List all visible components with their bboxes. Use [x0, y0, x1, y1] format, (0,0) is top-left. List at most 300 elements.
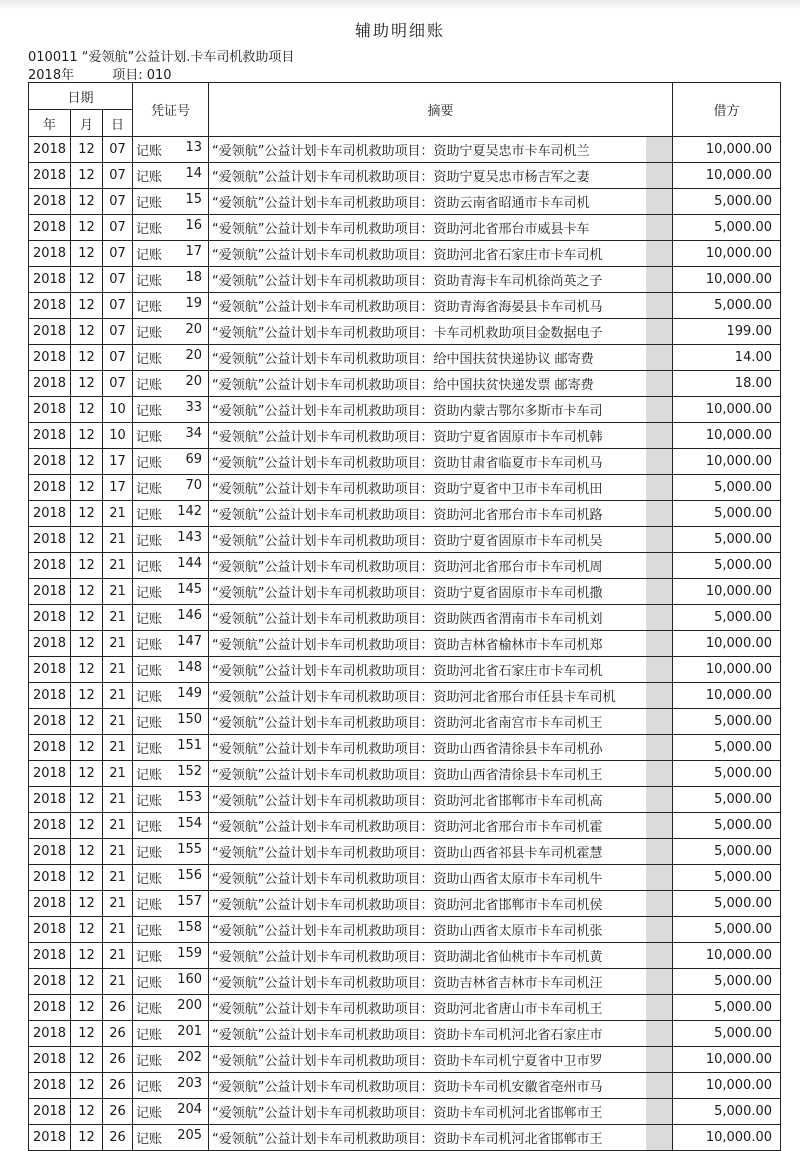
redaction-blur — [646, 1073, 672, 1098]
ledger-body — [29, 137, 781, 1151]
cell-year: 2018 — [29, 423, 71, 449]
redaction-blur — [646, 813, 672, 838]
voucher-type: 记账 — [136, 404, 163, 419]
table-row — [29, 1099, 781, 1125]
voucher-type: 记账 — [136, 638, 163, 653]
cell-debit: 5,000.00 — [673, 969, 781, 995]
summary-text: “爱领航”公益计划卡车司机救助项目：资助宁夏省中卫市卡车司机田 — [212, 482, 603, 497]
cell-summary — [209, 995, 673, 1021]
table-row — [29, 371, 781, 397]
cell-summary — [209, 345, 673, 371]
cell-day: 10 — [103, 397, 133, 423]
cell-summary — [209, 891, 673, 917]
voucher-number: 205 — [177, 1128, 203, 1143]
voucher-number: 204 — [177, 1102, 203, 1117]
cell-month: 12 — [71, 423, 103, 449]
voucher-number: 20 — [185, 348, 203, 363]
cell-month: 12 — [71, 605, 103, 631]
table-row — [29, 631, 781, 657]
cell-debit: 5,000.00 — [673, 293, 781, 319]
table-row — [29, 137, 781, 163]
cell-month: 12 — [71, 891, 103, 917]
voucher-number: 17 — [185, 244, 203, 259]
cell-day: 17 — [103, 475, 133, 501]
cell-month: 12 — [71, 839, 103, 865]
voucher-number: 33 — [185, 400, 203, 415]
voucher-type: 记账 — [136, 1002, 163, 1017]
voucher-type: 记账 — [136, 664, 163, 679]
cell-summary — [209, 501, 673, 527]
voucher-number: 153 — [177, 790, 203, 805]
cell-day: 07 — [103, 189, 133, 215]
voucher-number: 19 — [185, 296, 203, 311]
cell-day: 07 — [103, 293, 133, 319]
period-project-line — [28, 64, 172, 83]
cell-summary — [209, 943, 673, 969]
voucher-type: 记账 — [136, 612, 163, 627]
cell-month: 12 — [71, 813, 103, 839]
redaction-blur — [646, 891, 672, 916]
cell-summary — [209, 293, 673, 319]
voucher-number: 147 — [177, 634, 203, 649]
cell-year: 2018 — [29, 371, 71, 397]
cell-month: 12 — [71, 215, 103, 241]
project-value: 010 — [146, 68, 172, 83]
cell-voucher — [133, 683, 209, 709]
cell-debit: 5,000.00 — [673, 527, 781, 553]
voucher-type: 记账 — [136, 716, 163, 731]
cell-year: 2018 — [29, 319, 71, 345]
cell-month: 12 — [71, 267, 103, 293]
voucher-number: 145 — [177, 582, 203, 597]
cell-month: 12 — [71, 1099, 103, 1125]
table-row — [29, 423, 781, 449]
cell-summary — [209, 553, 673, 579]
cell-voucher — [133, 813, 209, 839]
cell-year: 2018 — [29, 631, 71, 657]
cell-debit: 5,000.00 — [673, 839, 781, 865]
voucher-number: 160 — [177, 972, 203, 987]
cell-month: 12 — [71, 475, 103, 501]
summary-text: “爱领航”公益计划卡车司机救助项目：资助卡车司机安徽省亳州市马 — [212, 1080, 603, 1095]
cell-month: 12 — [71, 943, 103, 969]
cell-day: 26 — [103, 995, 133, 1021]
day-header: 日 — [103, 110, 133, 137]
cell-year: 2018 — [29, 917, 71, 943]
redaction-blur — [646, 163, 672, 188]
cell-summary — [209, 657, 673, 683]
cell-summary — [209, 865, 673, 891]
cell-month: 12 — [71, 865, 103, 891]
cell-year: 2018 — [29, 605, 71, 631]
cell-day: 21 — [103, 683, 133, 709]
cell-voucher — [133, 319, 209, 345]
cell-year: 2018 — [29, 449, 71, 475]
table-row — [29, 579, 781, 605]
redaction-blur — [646, 683, 672, 708]
table-row — [29, 813, 781, 839]
cell-voucher — [133, 189, 209, 215]
summary-text: “爱领航”公益计划卡车司机救助项目：资助河北省南宫市卡车司机王 — [212, 716, 603, 731]
cell-day: 07 — [103, 137, 133, 163]
voucher-number: 156 — [177, 868, 203, 883]
cell-year: 2018 — [29, 1021, 71, 1047]
cell-debit: 5,000.00 — [673, 501, 781, 527]
cell-debit: 14.00 — [673, 345, 781, 371]
cell-debit: 5,000.00 — [673, 1099, 781, 1125]
cell-debit: 10,000.00 — [673, 267, 781, 293]
cell-summary — [209, 917, 673, 943]
cell-debit: 5,000.00 — [673, 605, 781, 631]
summary-text: “爱领航”公益计划卡车司机救助项目：资助河北省石家庄市卡车司机 — [212, 664, 603, 679]
cell-month: 12 — [71, 787, 103, 813]
voucher-type: 记账 — [136, 586, 163, 601]
voucher-type: 记账 — [136, 196, 163, 211]
voucher-number: 157 — [177, 894, 203, 909]
cell-month: 12 — [71, 241, 103, 267]
summary-header: 摘要 — [209, 83, 673, 137]
cell-voucher — [133, 345, 209, 371]
voucher-type: 记账 — [136, 950, 163, 965]
voucher-type: 记账 — [136, 794, 163, 809]
cell-debit: 10,000.00 — [673, 1073, 781, 1099]
cell-summary — [209, 215, 673, 241]
voucher-type: 记账 — [136, 170, 163, 185]
summary-text: “爱领航”公益计划卡车司机救助项目：资助宁夏吴忠市杨吉军之妻 — [212, 170, 590, 185]
redaction-blur — [646, 371, 672, 396]
summary-text: “爱领航”公益计划卡车司机救助项目：资助甘肃省临夏市卡车司机马 — [212, 456, 603, 471]
cell-month: 12 — [71, 319, 103, 345]
cell-year: 2018 — [29, 475, 71, 501]
cell-month: 12 — [71, 527, 103, 553]
cell-day: 07 — [103, 319, 133, 345]
cell-month: 12 — [71, 1047, 103, 1073]
cell-month: 12 — [71, 735, 103, 761]
cell-year: 2018 — [29, 345, 71, 371]
cell-debit: 5,000.00 — [673, 917, 781, 943]
table-row — [29, 761, 781, 787]
cell-month: 12 — [71, 1073, 103, 1099]
cell-day: 21 — [103, 917, 133, 943]
summary-text: “爱领航”公益计划卡车司机救助项目：资助卡车司机河北省邯郸市王 — [212, 1132, 603, 1147]
cell-voucher — [133, 527, 209, 553]
table-row — [29, 1021, 781, 1047]
table-row — [29, 1047, 781, 1073]
cell-voucher — [133, 761, 209, 787]
cell-month: 12 — [71, 631, 103, 657]
redaction-blur — [646, 215, 672, 240]
cell-summary — [209, 397, 673, 423]
table-row — [29, 553, 781, 579]
redaction-blur — [646, 631, 672, 656]
cell-summary — [209, 735, 673, 761]
cell-voucher — [133, 1099, 209, 1125]
cell-voucher — [133, 293, 209, 319]
cell-year: 2018 — [29, 787, 71, 813]
redaction-blur — [646, 657, 672, 682]
table-row — [29, 1073, 781, 1099]
cell-debit: 10,000.00 — [673, 137, 781, 163]
voucher-number: 154 — [177, 816, 203, 831]
cell-year: 2018 — [29, 397, 71, 423]
voucher-number: 202 — [177, 1050, 203, 1065]
redaction-blur — [646, 1021, 672, 1046]
redaction-blur — [646, 553, 672, 578]
cell-voucher — [133, 605, 209, 631]
summary-text: “爱领航”公益计划卡车司机救助项目：资助青海省海晏县卡车司机马 — [212, 300, 603, 315]
voucher-type: 记账 — [136, 300, 163, 315]
cell-summary — [209, 1099, 673, 1125]
account-line: 010011 “爱领航”公益计划.卡车司机救助项目 — [28, 50, 295, 65]
cell-debit: 10,000.00 — [673, 943, 781, 969]
cell-year: 2018 — [29, 527, 71, 553]
cell-year: 2018 — [29, 1125, 71, 1151]
voucher-type: 记账 — [136, 430, 163, 445]
voucher-number: 18 — [185, 270, 203, 285]
cell-day: 07 — [103, 345, 133, 371]
redaction-blur — [646, 267, 672, 292]
scan-top-edge — [0, 0, 800, 10]
voucher-number: 142 — [177, 504, 203, 519]
cell-debit: 199.00 — [673, 319, 781, 345]
voucher-type: 记账 — [136, 1028, 163, 1043]
cell-day: 21 — [103, 943, 133, 969]
cell-day: 21 — [103, 501, 133, 527]
cell-summary — [209, 371, 673, 397]
cell-debit: 5,000.00 — [673, 761, 781, 787]
cell-voucher — [133, 449, 209, 475]
voucher-type: 记账 — [136, 560, 163, 575]
cell-debit: 5,000.00 — [673, 891, 781, 917]
cell-year: 2018 — [29, 865, 71, 891]
table-row — [29, 995, 781, 1021]
redaction-blur — [646, 865, 672, 890]
voucher-type: 记账 — [136, 898, 163, 913]
voucher-type: 记账 — [136, 820, 163, 835]
cell-debit: 5,000.00 — [673, 1021, 781, 1047]
redaction-blur — [646, 1099, 672, 1124]
redaction-blur — [646, 735, 672, 760]
redaction-blur — [646, 189, 672, 214]
cell-voucher — [133, 995, 209, 1021]
cell-summary — [209, 839, 673, 865]
table-row — [29, 449, 781, 475]
voucher-type: 记账 — [136, 690, 163, 705]
cell-summary — [209, 761, 673, 787]
cell-debit: 5,000.00 — [673, 553, 781, 579]
cell-summary — [209, 267, 673, 293]
summary-text: “爱领航”公益计划卡车司机救助项目：资助云南省昭通市卡车司机 — [212, 196, 590, 211]
cell-voucher — [133, 839, 209, 865]
cell-debit: 10,000.00 — [673, 241, 781, 267]
cell-summary — [209, 475, 673, 501]
summary-text: “爱领航”公益计划卡车司机救助项目：资助河北省邢台市任县卡车司机 — [212, 690, 616, 705]
cell-year: 2018 — [29, 241, 71, 267]
cell-summary — [209, 527, 673, 553]
voucher-type: 记账 — [136, 924, 163, 939]
cell-debit: 10,000.00 — [673, 449, 781, 475]
redaction-blur — [646, 423, 672, 448]
voucher-type: 记账 — [136, 456, 163, 471]
summary-text: “爱领航”公益计划卡车司机救助项目：资助河北省邯郸市卡车司机侯 — [212, 898, 603, 913]
cell-day: 21 — [103, 553, 133, 579]
cell-summary — [209, 813, 673, 839]
cell-summary — [209, 969, 673, 995]
cell-debit: 10,000.00 — [673, 423, 781, 449]
cell-year: 2018 — [29, 943, 71, 969]
cell-day: 21 — [103, 605, 133, 631]
cell-voucher — [133, 631, 209, 657]
voucher-type: 记账 — [136, 1080, 163, 1095]
redaction-blur — [646, 761, 672, 786]
voucher-type: 记账 — [136, 872, 163, 887]
cell-summary — [209, 787, 673, 813]
voucher-type: 记账 — [136, 274, 163, 289]
voucher-number: 14 — [185, 166, 203, 181]
cell-day: 17 — [103, 449, 133, 475]
voucher-type: 记账 — [136, 1132, 163, 1147]
voucher-type: 记账 — [136, 508, 163, 523]
summary-text: “爱领航”公益计划卡车司机救助项目：资助内蒙古鄂尔多斯市卡车司 — [212, 404, 603, 419]
voucher-header: 凭证号 — [133, 83, 209, 137]
cell-day: 21 — [103, 865, 133, 891]
cell-voucher — [133, 241, 209, 267]
table-row — [29, 189, 781, 215]
cell-day: 07 — [103, 241, 133, 267]
summary-text: “爱领航”公益计划卡车司机救助项目：资助山西省太原市卡车司机牛 — [212, 872, 603, 887]
cell-day: 21 — [103, 735, 133, 761]
cell-debit: 5,000.00 — [673, 735, 781, 761]
cell-voucher — [133, 163, 209, 189]
cell-day: 21 — [103, 709, 133, 735]
cell-month: 12 — [71, 397, 103, 423]
cell-month: 12 — [71, 1021, 103, 1047]
summary-text: “爱领航”公益计划卡车司机救助项目：资助吉林省吉林市卡车司机汪 — [212, 976, 603, 991]
voucher-type: 记账 — [136, 1106, 163, 1121]
cell-summary — [209, 423, 673, 449]
summary-text: “爱领航”公益计划卡车司机救助项目：资助吉林省榆林市卡车司机郑 — [212, 638, 603, 653]
cell-day: 21 — [103, 891, 133, 917]
redaction-blur — [646, 969, 672, 994]
cell-month: 12 — [71, 995, 103, 1021]
page-title: 辅助明细账 — [354, 21, 445, 40]
cell-summary — [209, 631, 673, 657]
year-header: 年 — [29, 110, 71, 137]
summary-text: “爱领航”公益计划卡车司机救助项目：资助河北省邢台市卡车司机周 — [212, 560, 603, 575]
cell-year: 2018 — [29, 995, 71, 1021]
cell-month: 12 — [71, 657, 103, 683]
table-row — [29, 943, 781, 969]
table-row — [29, 657, 781, 683]
cell-year: 2018 — [29, 163, 71, 189]
summary-text: “爱领航”公益计划卡车司机救助项目：资助河北省石家庄市卡车司机 — [212, 248, 603, 263]
summary-text: “爱领航”公益计划卡车司机救助项目：资助河北省邢台市卡车司机霍 — [212, 820, 603, 835]
cell-day: 21 — [103, 813, 133, 839]
redaction-blur — [646, 787, 672, 812]
voucher-type: 记账 — [136, 222, 163, 237]
cell-debit: 10,000.00 — [673, 657, 781, 683]
summary-text: “爱领航”公益计划卡车司机救助项目：资助卡车司机河北省石家庄市 — [212, 1028, 603, 1043]
voucher-number: 149 — [177, 686, 203, 701]
cell-debit: 10,000.00 — [673, 631, 781, 657]
voucher-type: 记账 — [136, 352, 163, 367]
cell-debit: 5,000.00 — [673, 995, 781, 1021]
cell-day: 26 — [103, 1047, 133, 1073]
cell-month: 12 — [71, 449, 103, 475]
table-row — [29, 839, 781, 865]
voucher-number: 15 — [185, 192, 203, 207]
summary-text: “爱领航”公益计划卡车司机救助项目：资助宁夏省固原市卡车司机撒 — [212, 586, 603, 601]
cell-summary — [209, 709, 673, 735]
cell-year: 2018 — [29, 189, 71, 215]
summary-text: “爱领航”公益计划卡车司机救助项目：资助河北省唐山市卡车司机王 — [212, 1002, 603, 1017]
redaction-blur — [646, 917, 672, 942]
table-row — [29, 319, 781, 345]
voucher-type: 记账 — [136, 248, 163, 263]
month-header: 月 — [71, 110, 103, 137]
voucher-type: 记账 — [136, 482, 163, 497]
cell-year: 2018 — [29, 891, 71, 917]
cell-year: 2018 — [29, 267, 71, 293]
cell-month: 12 — [71, 345, 103, 371]
cell-year: 2018 — [29, 657, 71, 683]
cell-year: 2018 — [29, 1047, 71, 1073]
table-row — [29, 735, 781, 761]
voucher-number: 152 — [177, 764, 203, 779]
voucher-number: 155 — [177, 842, 203, 857]
voucher-number: 13 — [185, 140, 203, 155]
cell-voucher — [133, 1047, 209, 1073]
redaction-blur — [646, 995, 672, 1020]
cell-month: 12 — [71, 371, 103, 397]
voucher-number: 20 — [185, 374, 203, 389]
cell-debit: 10,000.00 — [673, 683, 781, 709]
redaction-blur — [646, 137, 672, 162]
cell-month: 12 — [71, 293, 103, 319]
voucher-number: 159 — [177, 946, 203, 961]
cell-day: 21 — [103, 579, 133, 605]
redaction-blur — [646, 397, 672, 422]
cell-year: 2018 — [29, 839, 71, 865]
voucher-number: 16 — [185, 218, 203, 233]
cell-voucher — [133, 423, 209, 449]
cell-day: 21 — [103, 657, 133, 683]
cell-voucher — [133, 891, 209, 917]
cell-day: 21 — [103, 787, 133, 813]
cell-year: 2018 — [29, 683, 71, 709]
cell-voucher — [133, 1021, 209, 1047]
cell-voucher — [133, 371, 209, 397]
cell-summary — [209, 137, 673, 163]
cell-day: 26 — [103, 1125, 133, 1151]
voucher-number: 34 — [185, 426, 203, 441]
redaction-blur — [646, 1047, 672, 1072]
cell-day: 26 — [103, 1073, 133, 1099]
table-row — [29, 683, 781, 709]
cell-month: 12 — [71, 917, 103, 943]
voucher-number: 143 — [177, 530, 203, 545]
cell-debit: 10,000.00 — [673, 579, 781, 605]
table-row — [29, 891, 781, 917]
redaction-blur — [646, 709, 672, 734]
cell-voucher — [133, 657, 209, 683]
voucher-type: 记账 — [136, 846, 163, 861]
redaction-blur — [646, 241, 672, 266]
voucher-type: 记账 — [136, 378, 163, 393]
cell-year: 2018 — [29, 137, 71, 163]
cell-month: 12 — [71, 163, 103, 189]
cell-voucher — [133, 943, 209, 969]
